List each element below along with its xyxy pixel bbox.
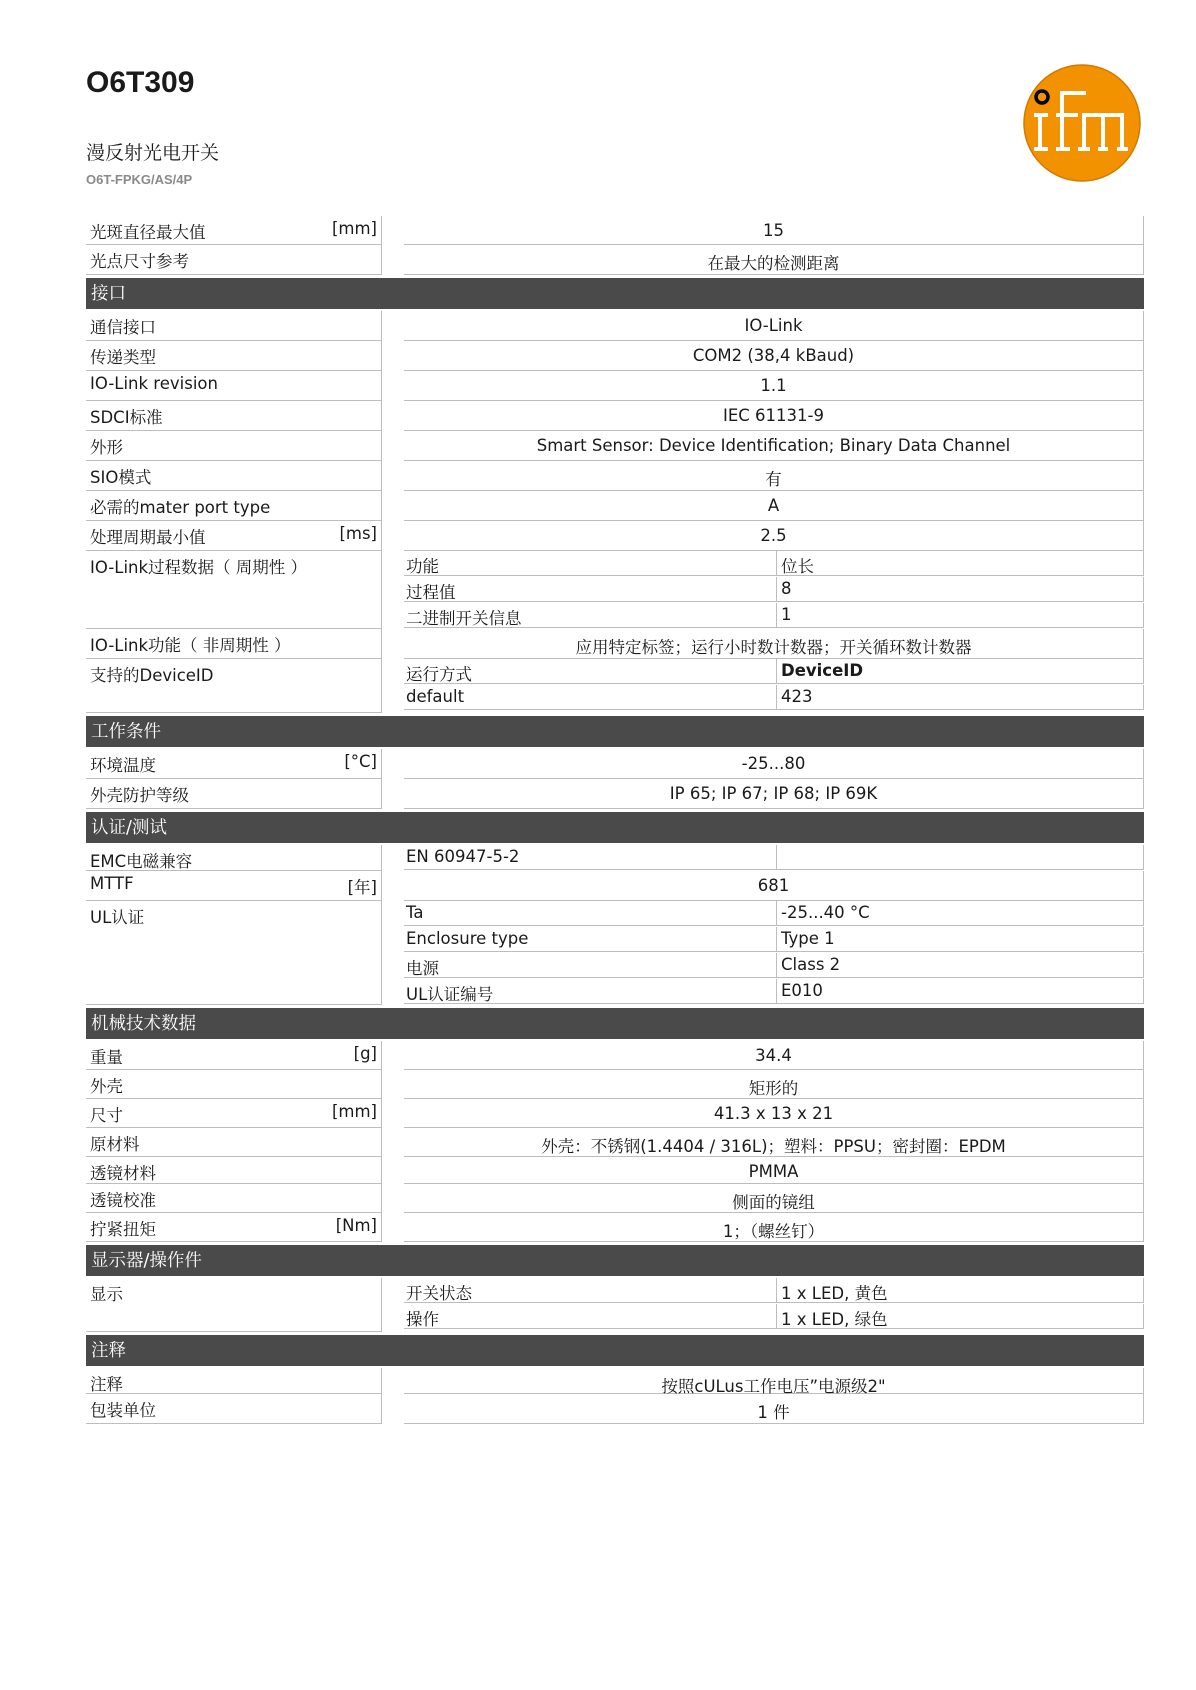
- spec-row: [86, 1368, 1144, 1394]
- spec-unit: [g]: [353, 1044, 377, 1063]
- spec-label: 光斑直径最大值: [90, 223, 206, 242]
- spec-label: 注释: [90, 1375, 123, 1394]
- spec-value: 有: [404, 461, 1144, 491]
- sub-value: 1 x LED, 绿色: [781, 1310, 888, 1329]
- spec-row: [86, 1184, 1144, 1213]
- spec-value: 681: [404, 871, 1144, 901]
- section-header-interface: 接口: [86, 278, 1144, 309]
- sub-row: [404, 551, 1144, 576]
- spec-value: COM2 (38,4 kBaud): [404, 341, 1144, 371]
- section-header-operating-conditions: 工作条件: [86, 716, 1144, 747]
- sub-value: E010: [781, 981, 823, 1000]
- spec-label: MTTF: [90, 874, 134, 893]
- sub-key: 二进制开关信息: [404, 603, 777, 627]
- sub-row: [404, 979, 1144, 1004]
- spec-value: 应用特定标签；运行小时数计数器；开关循环数计数器: [404, 629, 1144, 659]
- section-header-approvals: 认证/测试: [86, 812, 1144, 843]
- datasheet-table: [86, 216, 1144, 1424]
- sub-value: Type 1: [781, 929, 835, 948]
- spec-label: 尺寸: [90, 1106, 123, 1125]
- spec-row: [86, 749, 1144, 779]
- spec-label: SIO模式: [90, 468, 152, 487]
- spec-row-spot-diameter: [86, 216, 1144, 245]
- spec-row: [86, 371, 1144, 401]
- spec-value: IO-Link: [404, 311, 1144, 341]
- spec-value: IEC 61131-9: [404, 401, 1144, 431]
- section-header-display: 显示器/操作件: [86, 1245, 1144, 1276]
- spec-label: 重量: [90, 1048, 123, 1067]
- spec-label: 外形: [90, 438, 123, 457]
- spec-value: Smart Sensor: Device Identification; Binary Data Channel: [404, 431, 1144, 461]
- spec-value: -25...80: [404, 749, 1144, 779]
- sub-key: Enclosure type: [404, 927, 777, 951]
- spec-row: [86, 461, 1144, 491]
- spec-label: 通信接口: [90, 318, 156, 337]
- spec-label: 原材料: [90, 1135, 140, 1154]
- sub-row: [404, 1304, 1144, 1329]
- article-name: O6T-FPKG/AS/4P: [86, 172, 193, 187]
- spec-row: [86, 311, 1144, 341]
- spec-label: 外壳防护等级: [90, 786, 189, 805]
- sub-key: default: [404, 685, 777, 709]
- spec-value: 外壳：不锈钢(1.4404 / 316L)；塑料：PPSU；密封圈：EPDM: [404, 1128, 1144, 1157]
- spec-label: SDCI标准: [90, 408, 163, 427]
- spec-value: 1.1: [404, 371, 1144, 401]
- sub-row: [404, 1278, 1144, 1303]
- spec-row: [86, 401, 1144, 431]
- sub-value: 8: [781, 579, 792, 598]
- sub-key: UL认证编号: [404, 979, 777, 1003]
- spec-value: 矩形的: [404, 1070, 1144, 1099]
- spec-unit: [Nm]: [335, 1216, 377, 1235]
- spec-label: 支持的DeviceID: [90, 666, 214, 685]
- section-header-mechanical: 机械技术数据: [86, 1008, 1144, 1039]
- spec-label: 外壳: [90, 1077, 123, 1096]
- spec-row: [86, 521, 1144, 551]
- sub-row: [404, 953, 1144, 978]
- spec-row: [86, 341, 1144, 371]
- spec-value: 在最大的检测距离: [404, 245, 1144, 275]
- product-code: O6T309: [86, 66, 195, 99]
- sub-row: [404, 577, 1144, 602]
- spec-unit: [mm]: [331, 1102, 377, 1121]
- spec-row-ul: [86, 901, 1144, 1005]
- sub-key: 操作: [404, 1304, 777, 1328]
- spec-label: UL认证: [90, 908, 145, 927]
- spec-unit: [年]: [347, 878, 377, 897]
- spec-value: 1 件: [404, 1394, 1144, 1424]
- spec-label: IO-Link revision: [90, 374, 218, 393]
- spec-label: 显示: [90, 1285, 123, 1304]
- spec-row: [86, 491, 1144, 521]
- spec-unit: [°C]: [344, 752, 377, 771]
- spec-value: A: [404, 491, 1144, 521]
- spec-row: [86, 1394, 1144, 1424]
- spec-value: 1；（螺丝钉）: [404, 1213, 1144, 1242]
- sub-row: [404, 901, 1144, 926]
- spec-row-mttf: [86, 871, 1144, 901]
- spec-label: 透镜校准: [90, 1191, 156, 1210]
- spec-row: [86, 1041, 1144, 1070]
- spec-row-io-link-functions: [86, 629, 1144, 659]
- sub-row: [404, 685, 1144, 710]
- spec-label: IO-Link功能（ 非周期性 ）: [90, 636, 291, 655]
- spec-label: EMC电磁兼容: [90, 852, 193, 871]
- spec-value: 2.5: [404, 521, 1144, 551]
- spec-row-device-id: [86, 659, 1144, 713]
- spec-row: [86, 1099, 1144, 1128]
- spec-label: 拧紧扭矩: [90, 1220, 156, 1239]
- sub-key: 过程值: [404, 577, 777, 601]
- spec-value: 34.4: [404, 1041, 1144, 1070]
- spec-row: [86, 1128, 1144, 1157]
- sub-value: 位长: [781, 557, 814, 576]
- sub-row: [404, 659, 1144, 684]
- sub-key: Ta: [404, 901, 777, 925]
- product-name: 漫反射光电开关: [86, 142, 220, 164]
- spec-label: 环境温度: [90, 756, 156, 775]
- sub-value: DeviceID: [781, 661, 864, 680]
- spec-value: 侧面的镜组: [404, 1184, 1144, 1213]
- spec-row-process-data: [86, 551, 1144, 629]
- spec-row: [86, 1157, 1144, 1184]
- spec-label: 包装单位: [90, 1401, 156, 1420]
- sub-value: EN 60947-5-2: [404, 845, 777, 869]
- sub-value: 1 x LED, 黄色: [781, 1284, 888, 1303]
- spec-row: [86, 779, 1144, 809]
- spec-row: [86, 431, 1144, 461]
- spec-value: PMMA: [404, 1157, 1144, 1184]
- spec-label: 处理周期最小值: [90, 528, 206, 547]
- sub-value: Class 2: [781, 955, 841, 974]
- sub-row: [404, 927, 1144, 952]
- spec-label: 透镜材料: [90, 1164, 156, 1183]
- sub-value: 1: [781, 605, 792, 624]
- spec-value: 按照cULus工作电压”电源级2": [404, 1368, 1144, 1394]
- spec-row: [86, 1070, 1144, 1099]
- sub-value: 423: [781, 687, 813, 706]
- ifm-logo: [1022, 63, 1142, 183]
- spec-unit: [mm]: [331, 219, 377, 238]
- sub-key: 运行方式: [404, 659, 777, 683]
- spec-unit: [ms]: [339, 524, 377, 543]
- sub-value: -25...40 °C: [781, 903, 870, 922]
- spec-label: IO-Link过程数据（ 周期性 ）: [90, 558, 308, 577]
- spec-row-display: [86, 1278, 1144, 1332]
- spec-row-spot-reference: [86, 245, 1144, 275]
- sub-key: 功能: [404, 551, 777, 575]
- spec-row-emc: [86, 845, 1144, 871]
- spec-value: 15: [404, 216, 1144, 245]
- spec-value: IP 65; IP 67; IP 68; IP 69K: [404, 779, 1144, 809]
- sub-row: [404, 603, 1144, 628]
- spec-value: 41.3 x 13 x 21: [404, 1099, 1144, 1128]
- section-header-remarks: 注释: [86, 1335, 1144, 1366]
- spec-label: 光点尺寸参考: [90, 252, 189, 271]
- sub-key: 电源: [404, 953, 777, 977]
- spec-row: [86, 1213, 1144, 1242]
- sub-key: 开关状态: [404, 1278, 777, 1302]
- spec-label: 传递类型: [90, 348, 156, 367]
- spec-label: 必需的mater port type: [90, 498, 271, 517]
